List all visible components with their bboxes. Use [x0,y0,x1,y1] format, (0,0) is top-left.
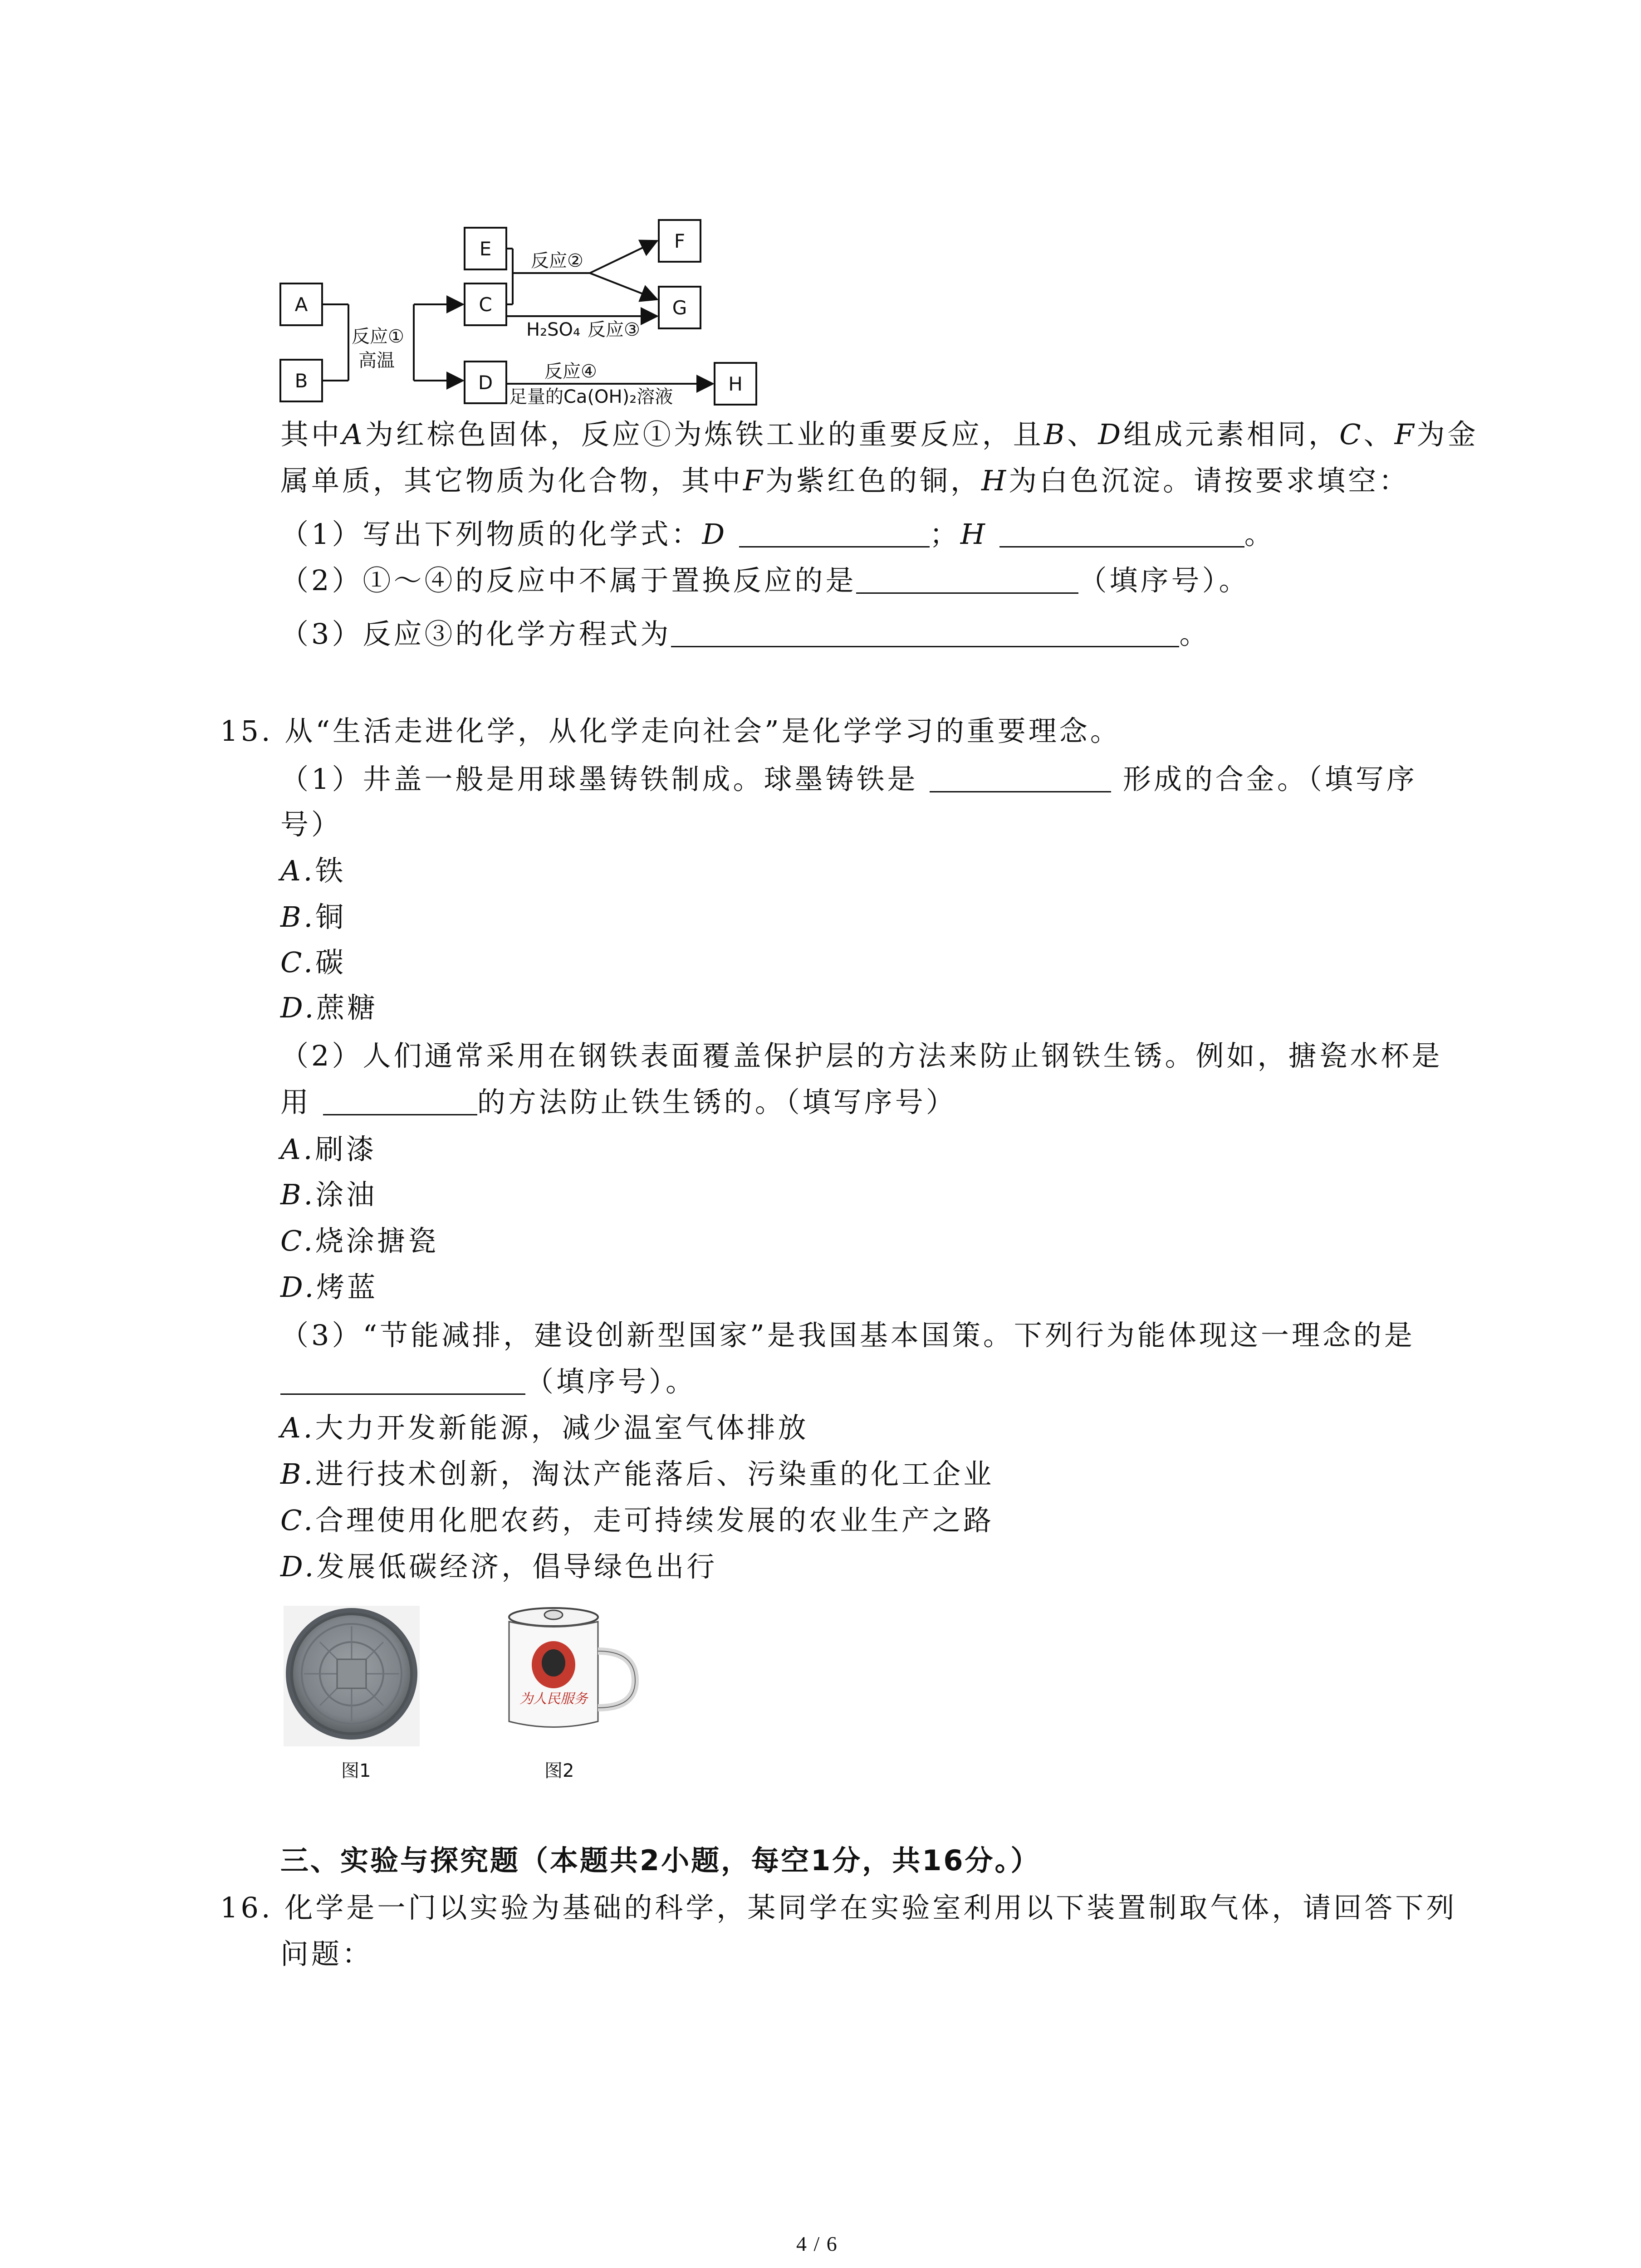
reaction4-condition: 足量的Ca(OH)₂溶液 [509,386,673,407]
q15-p3-option-d: D.发展低碳经济，倡导绿色出行 [280,1550,718,1583]
page-number: 4 / 6 [796,2232,838,2255]
mug-text: 为人民服务 [519,1691,588,1707]
q15-p3-line2: （填序号）。 [280,1364,696,1400]
reaction2-label: 反应② [531,250,583,271]
answer-blank-h[interactable] [999,518,1244,547]
figure1-manhole-cover-image [284,1606,420,1755]
reaction1-label: 反应① [352,326,404,347]
box-G-label: G [672,297,687,319]
box-F-label: F [674,230,686,252]
q15-p1-option-d: D.蔗糖 [280,991,378,1024]
q15-stem: 15. 从“生活走进化学，从化学走向社会”是化学学习的重要理念。 [220,714,1121,748]
q15-p1-option-a: A.铁 [280,854,346,887]
q15-p2-option-d: D.烤蓝 [280,1271,378,1304]
q14-sub1: （1）写出下列物质的化学式：D ；H 。 [280,518,1275,551]
answer-blank-alloy[interactable] [930,763,1111,792]
box-D-label: D [478,371,493,394]
q15-p2-line2: 用 的方法防止铁生锈的。（填写序号） [280,1085,957,1119]
q15-p2-option-a: A.刷漆 [280,1133,377,1166]
answer-blank-equation[interactable] [671,618,1179,647]
box-B-label: B [294,370,308,392]
q15-p1-option-b: B.铜 [280,900,347,934]
figure2-caption: 图2 [544,1760,574,1781]
answer-blank-policy[interactable] [280,1365,525,1395]
reaction-flow-diagram [272,213,771,413]
q14-desc-line1: 其中A为红棕色固体，反应①为炼铁工业的重要反应，且B、D组成元素相同，C、F为金 [280,418,1479,451]
q15-p1-option-c: C.碳 [280,946,346,979]
q15-p3-line1: （3）“节能减排，建设创新型国家”是我国基本国策。下列行为能体现这一理念的是 [280,1319,1415,1352]
q15-p3-option-b: B.进行技术创新，淘汰产能落后、污染重的化工企业 [280,1457,994,1491]
q15-number: 15. [220,714,273,748]
box-H-label: H [728,373,743,395]
q14-sub3: （3）反应③的化学方程式为 。 [280,617,1210,650]
section3-title: 三、实验与探究题（本题共2小题，每空1分，共16分。） [280,1844,1041,1877]
figure1-caption: 图1 [341,1760,371,1781]
answer-blank-nonreplacement[interactable] [856,564,1078,594]
box-E-label: E [479,238,492,260]
q16-number: 16. [220,1891,273,1924]
reaction3-label: 反应③ [588,319,640,340]
figure2-enamel-mug-image [485,1597,649,1742]
q16-line2: 问题： [280,1937,373,1970]
q15-p1-line2: 号） [280,808,343,841]
q16-line1: 16. 化学是一门以实验为基础的科学，某同学在实验室利用以下装置制取气体，请回答下列 [220,1891,1457,1924]
q15-p2-line1: （2）人们通常采用在钢铁表面覆盖保护层的方法来防止钢铁生锈。例如，搪瓷水杯是 [280,1039,1443,1072]
answer-blank-d[interactable] [739,518,930,547]
q14-desc-line2: 属单质，其它物质为化合物，其中F为紫红色的铜，H为白色沉淀。请按要求填空： [280,464,1410,497]
box-C-label: C [479,293,492,316]
q15-p3-option-a: A.大力开发新能源，减少温室气体排放 [280,1411,809,1444]
reaction3-reagent: H₂SO₄ [526,319,581,340]
q15-p1-line1: （1）井盖一般是用球墨铸铁制成。球墨铸铁是 形成的合金。（填写序 [280,763,1417,796]
q14-sub2: （2）①～④的反应中不属于置换反应的是 （填序号）。 [280,564,1250,597]
answer-blank-antirust[interactable] [323,1086,477,1115]
q15-p2-option-c: C.烧涂搪瓷 [280,1224,439,1257]
q15-p2-option-b: B.涂油 [280,1178,377,1211]
reaction4-label: 反应④ [544,361,597,382]
box-A-label: A [294,293,308,316]
q15-p3-option-c: C.合理使用化肥农药，走可持续发展的农业生产之路 [280,1504,994,1537]
reaction1-condition: 高温 [358,350,395,371]
